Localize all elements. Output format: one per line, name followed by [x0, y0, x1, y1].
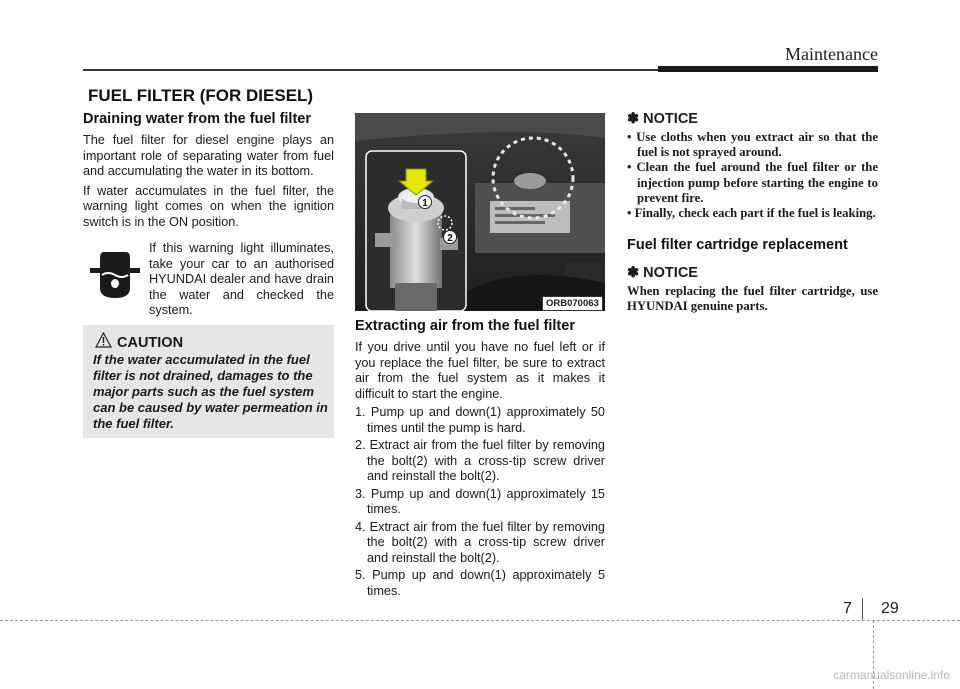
- draining-paragraph-1: The fuel filter for diesel engine plays an important role of separating water from fuel and accumulating the water in its bottom.: [83, 133, 334, 178]
- extracting-section: [355, 318, 605, 601]
- header-bar: [658, 66, 878, 72]
- draining-paragraph-3: If this warning light illuminates, take your car to an authorised HYUNDAI dealer and have drain the water and checked the system.: [149, 241, 334, 317]
- extracting-steps: [355, 405, 605, 599]
- section-title: FUEL FILTER (FOR DIESEL): [88, 86, 314, 105]
- water-in-fuel-warning-icon: [86, 246, 144, 304]
- notice-section: [627, 111, 878, 315]
- callout-1: 1: [422, 198, 428, 209]
- header-rule: [83, 69, 658, 71]
- draining-heading: Draining water from the fuel filter: [83, 111, 311, 127]
- notice-title-2: ✽ NOTICE: [627, 265, 698, 282]
- notice-text-2: When replacing the fuel filter cartridge, use HYUNDAI genuine parts.: [627, 284, 878, 314]
- callout-2: 2: [447, 233, 453, 244]
- page-divider: [862, 598, 863, 620]
- step-item: 4. Extract air from the fuel filter by removing the bolt(2) with a cross-tip screw driver and reinstall the bolt(2).: [355, 519, 605, 565]
- caution-text: If the water accumulated in the fuel filter is not drained, damages to the major parts such as the fuel system can be caused by water permeation in the fuel filter.: [93, 352, 328, 431]
- warning-triangle-icon: [95, 332, 112, 348]
- notice-title: ✽ NOTICE: [627, 111, 698, 127]
- watermark: carmanualsonline.info: [833, 668, 950, 682]
- draining-section: [83, 111, 334, 230]
- fuel-filter-photo: [355, 113, 605, 311]
- header-title: Maintenance: [785, 44, 878, 64]
- extracting-intro: If you drive until you have no fuel left or if you replace the fuel filter, be sure to extract air from the fuel system as it makes it difficult to start the engine.: [355, 340, 605, 401]
- notice-item: • Use cloths when you extract air so that the fuel is not sprayed around.: [627, 130, 878, 160]
- extracting-heading: Extracting air from the fuel filter: [355, 318, 575, 334]
- step-item: 5. Pump up and down(1) approximately 5 times.: [355, 568, 605, 598]
- notice-list: [627, 130, 878, 221]
- draining-paragraph-2: If water accumulates in the fuel filter, the warning light comes on when the ignition switch is in the ON position.: [83, 183, 334, 229]
- notice-item: • Clean the fuel around the fuel filter or the injection pump before starting the engine to prevent fire.: [627, 160, 878, 205]
- notice-item: • Finally, check each part if the fuel is leaking.: [627, 206, 876, 221]
- caution-title: CAUTION: [117, 335, 184, 351]
- step-item: 1. Pump up and down(1) approximately 50 times until the pump is hard.: [355, 405, 605, 435]
- step-item: 2. Extract air from the fuel filter by removing the bolt(2) with a cross-tip screw driver and reinstall the bolt(2).: [355, 438, 605, 483]
- chapter-number: 7: [843, 600, 852, 617]
- page-number: 29: [881, 600, 899, 617]
- cartridge-heading: Fuel filter cartridge replacement: [627, 237, 848, 254]
- figure-code: ORB070063: [542, 296, 603, 311]
- step-item: 3. Pump up and down(1) approximately 15 times.: [355, 486, 605, 516]
- footer-rule: [0, 620, 960, 621]
